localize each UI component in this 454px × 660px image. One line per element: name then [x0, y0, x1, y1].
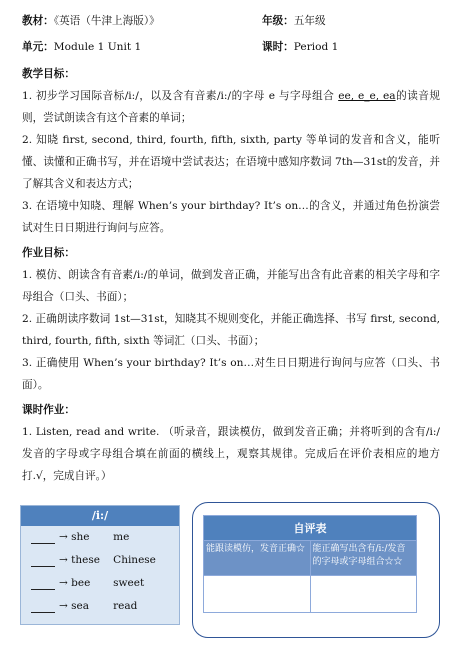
- arrow-icon: →: [59, 600, 68, 612]
- grade-value: 五年级: [293, 15, 326, 27]
- check-cell-writing[interactable]: [310, 576, 417, 613]
- unit-label: 单元：: [22, 41, 54, 53]
- phonics-row: → bee sweet: [21, 572, 179, 595]
- answer-blank[interactable]: [31, 577, 55, 590]
- homework-goals-heading: 作业目标：: [22, 247, 75, 259]
- self-eval-title: 自评表: [204, 516, 417, 541]
- homework-goal-1: 1. 模仿、朗读含有音素/i:/的单词，做到发音正确，并能写出含有此音素的相关字母和字母组合（口头、书面）；: [22, 269, 440, 303]
- teaching-goal-1: 1. 初步学习国际音标/i:/，以及含有音素/i:/的字母 e 与字母组合 ee, e_e, ea的读音规则，尝试朗读含有这个音素的单词；: [22, 90, 440, 124]
- answer-blank[interactable]: [31, 554, 55, 567]
- arrow-icon: →: [59, 531, 68, 543]
- textbook-label: 教材：: [22, 15, 54, 27]
- self-eval-table: [203, 515, 417, 613]
- answer-blank[interactable]: [31, 531, 55, 544]
- homework-goal-3: 3. 正确使用 When’s your birthday? It’s on…对生日日期进行询问与应答（口头、书面）。: [22, 357, 440, 391]
- textbook-value: 《英语（牛津上海版）》: [53, 15, 160, 27]
- phonics-box: [20, 505, 180, 625]
- teaching-goal-2: 2. 知晓 first, second, third, fourth, fifth, sixth, party 等单词的发音和含义，能听懂、读懂和正确书写，并在语境中尝试表达；在语境中感知序数词 7th—31st的发音，并了解其含义和表达方式；: [22, 134, 440, 190]
- check-cell-pronunciation[interactable]: [204, 576, 311, 613]
- unit-value: Module 1 Unit 1: [53, 41, 142, 53]
- phonics-header: /i:/: [21, 506, 179, 526]
- criterion-writing: 能正确写出含有/i:/发音的字母或字母组合☆☆: [310, 541, 417, 576]
- arrow-icon: →: [59, 554, 68, 566]
- class-homework-instruction: 1. Listen, read and write. （听录音，跟读模仿，做到发音正确；并将听到的含有/i:/发音的字母或字母组合填在前面的横线上，观察其规律。完成后在评价表相应的地方打.√，完成自评。）: [22, 426, 440, 482]
- arrow-icon: →: [59, 577, 68, 589]
- phonics-row: → sea read: [21, 595, 179, 618]
- meta-row-1: [22, 8, 440, 34]
- document-page: [22, 8, 440, 487]
- grade-label: 年级：: [262, 15, 294, 27]
- criterion-pronunciation: 能跟读模仿，发音正确☆: [204, 541, 311, 576]
- answer-blank[interactable]: [31, 600, 55, 613]
- class-homework-heading: 课时作业：: [22, 404, 75, 416]
- teaching-goals-heading: 教学目标：: [22, 68, 75, 80]
- teaching-goal-3: 3. 在语境中知晓、理解 When’s your birthday? It’s on…的含义，并通过角色扮演尝试对生日日期进行询问与应答。: [22, 200, 440, 234]
- phonics-row: → she me: [21, 526, 179, 549]
- meta-row-2: [22, 34, 440, 60]
- homework-goal-2: 2. 正确朗读序数词 1st—31st，知晓其不规则变化，并能正确选择、书写 first, second, third, fourth, fifth, sixth 等词汇（口头、书面）；: [22, 313, 440, 347]
- self-eval-frame: [192, 502, 440, 638]
- phonics-row: → these Chinese: [21, 549, 179, 572]
- period-label: 课时：: [262, 41, 294, 53]
- period-value: Period 1: [293, 41, 339, 53]
